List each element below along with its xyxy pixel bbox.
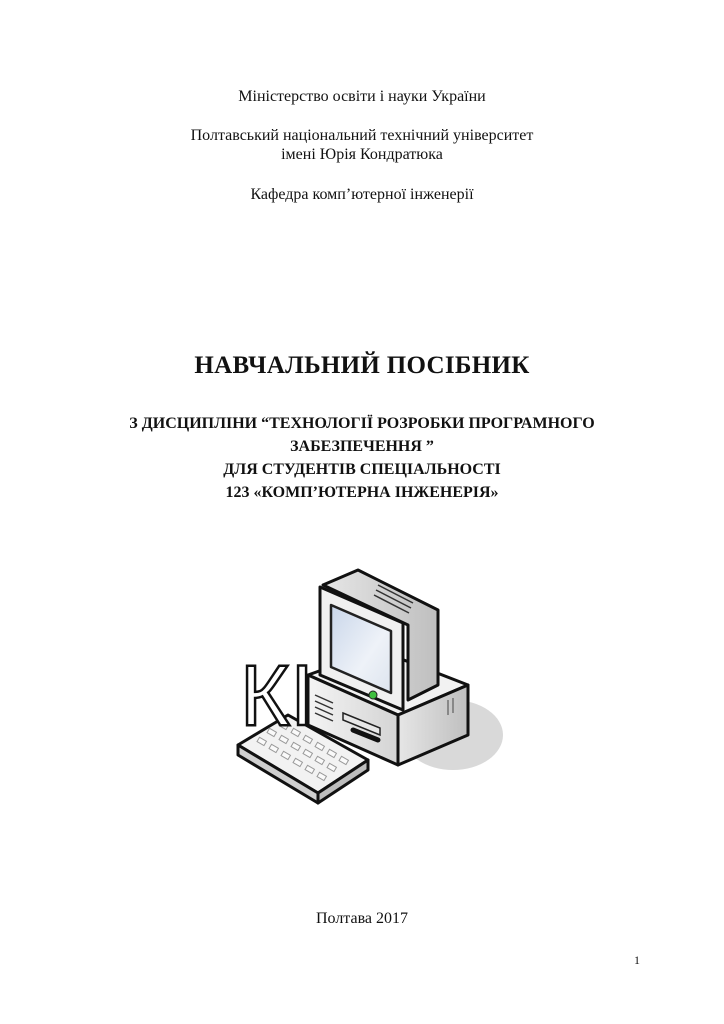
university-name-line2: імені Юрія Кондратюка <box>281 146 443 163</box>
subtitle-line-3: ДЛЯ СТУДЕНТІВ СПЕЦІАЛЬНОСТІ <box>223 461 501 478</box>
subtitle-line-2: ЗАБЕЗПЕЧЕННЯ ” <box>290 438 434 455</box>
page-number: 1 <box>634 953 640 967</box>
city-year: Полтава 2017 <box>315 910 409 927</box>
department-name: Кафедра комп’ютерної інженерії <box>250 186 474 203</box>
subtitle-line-4: 123 «КОМП’ЮТЕРНА ІНЖЕНЕРІЯ» <box>225 484 499 501</box>
ministry-name: Міністерство освіти і науки України <box>238 88 486 105</box>
computer-icon <box>228 565 518 815</box>
document-title: НАВЧАЛЬНИЙ ПОСІБНИК <box>194 352 530 379</box>
logo-text: КІ <box>240 648 314 744</box>
university-name-line1: Полтавський національний технічний університет <box>190 127 534 144</box>
subtitle-line-1: З ДИСЦИПЛІНИ “ТЕХНОЛОГІЇ РОЗРОБКИ ПРОГРАМНОГО <box>129 415 595 432</box>
computer-illustration <box>228 565 518 815</box>
